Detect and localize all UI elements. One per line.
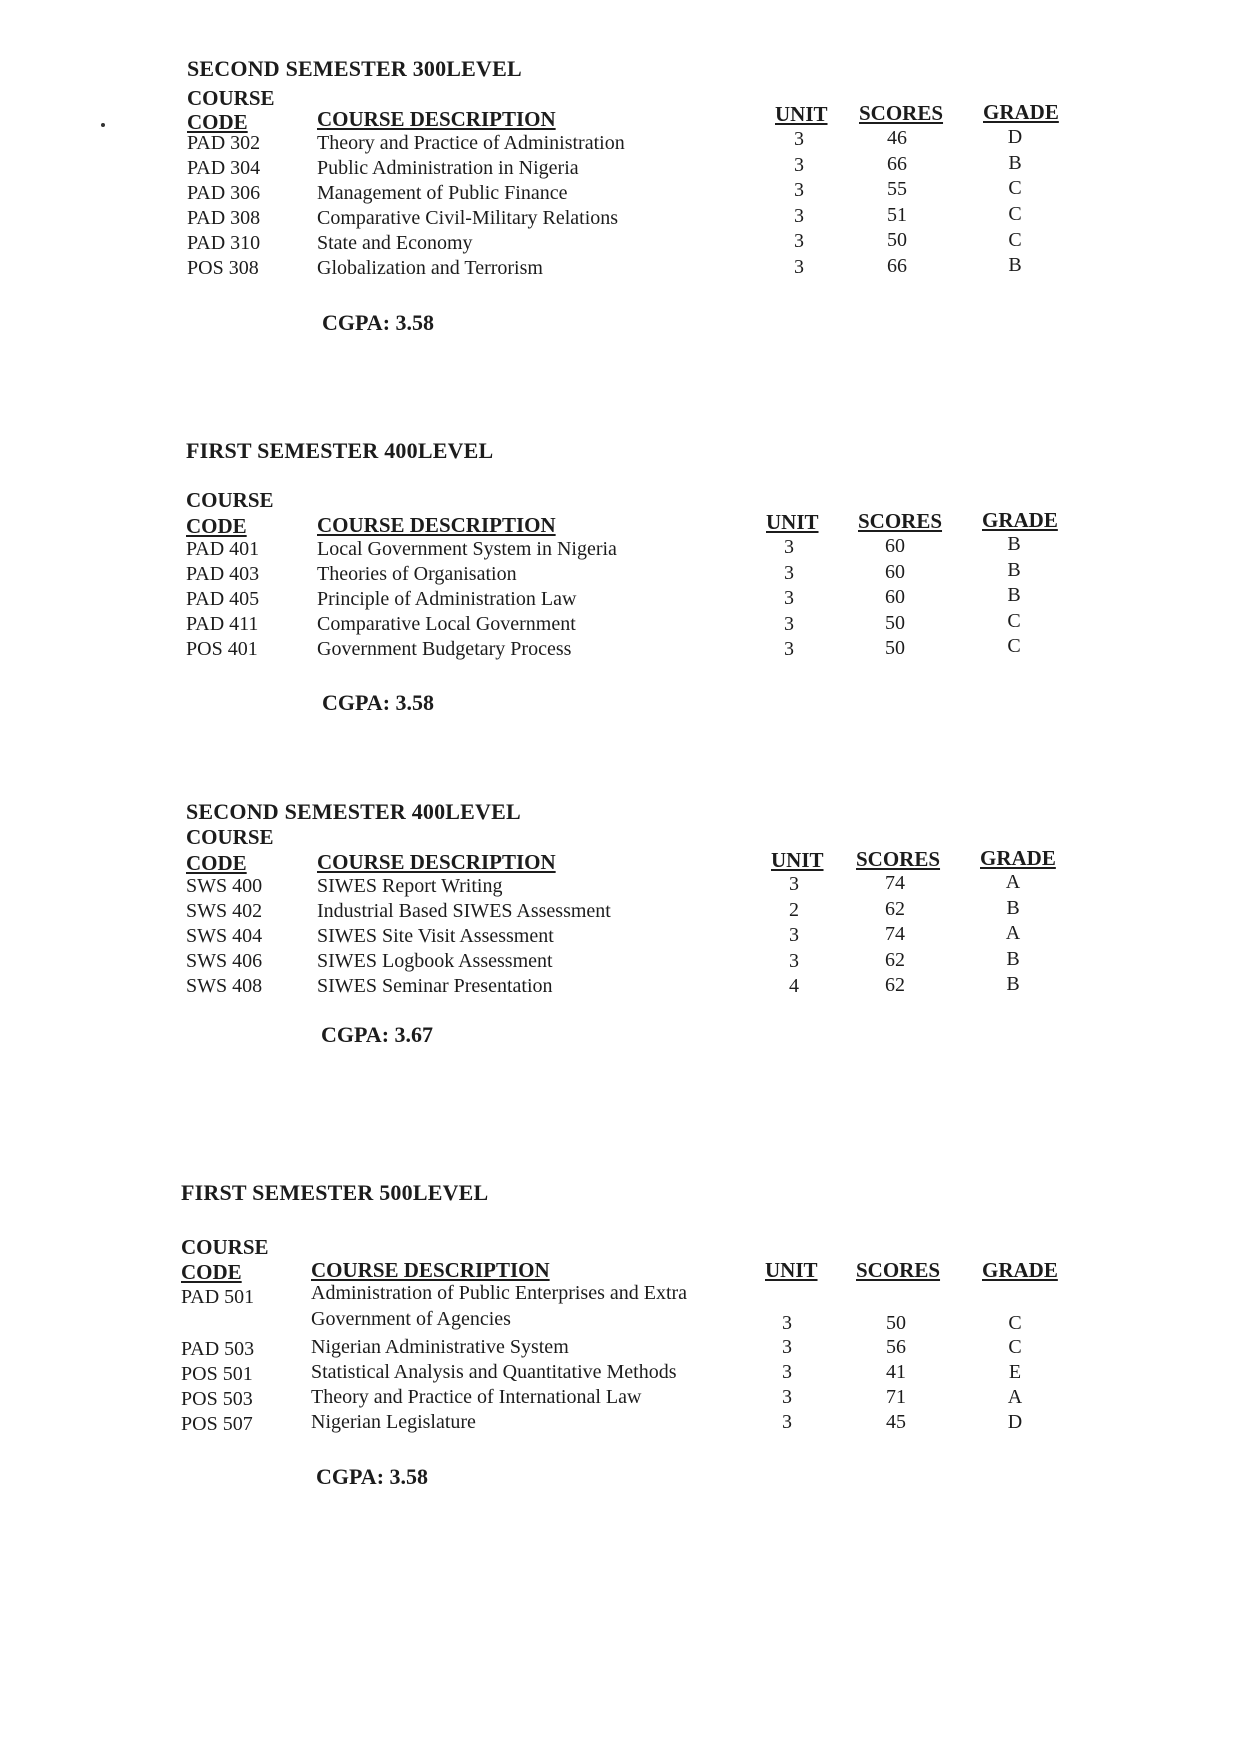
course-unit: 3: [789, 873, 799, 895]
course-description: State and Economy: [317, 232, 473, 254]
course-score: 51: [887, 204, 907, 226]
course-description: Administration of Public Enterprises and Extra: [311, 1282, 688, 1304]
course-unit: 3: [782, 1312, 792, 1334]
course-score: 62: [885, 898, 905, 920]
unit-header: UNIT: [765, 1258, 818, 1282]
course-description: Theory and Practice of Administration: [317, 132, 625, 154]
course-code: PAD 306: [187, 182, 261, 204]
course-score: 41: [886, 1361, 906, 1383]
course-grade: B: [1007, 559, 1021, 581]
course-description: Government Budgetary Process: [317, 638, 572, 660]
course-grade: B: [1006, 897, 1020, 919]
course-description: Local Government System in Nigeria: [317, 538, 617, 560]
course-description: Industrial Based SIWES Assessment: [317, 900, 611, 922]
cgpa-value: CGPA: 3.67: [321, 1022, 434, 1047]
course-score: 46: [887, 127, 907, 149]
course-score: 50: [885, 637, 905, 659]
grade-header: GRADE: [983, 100, 1059, 124]
course-code: POS 308: [187, 257, 259, 279]
unit-header: UNIT: [775, 102, 828, 126]
course-row: [187, 152, 1087, 182]
course-score: 74: [885, 923, 905, 945]
course-score: 66: [887, 153, 907, 175]
course-row: [181, 1413, 1081, 1438]
course-grade: B: [1008, 254, 1022, 276]
course-score: 62: [885, 949, 905, 971]
course-unit: 3: [789, 924, 799, 946]
course-unit: 3: [784, 638, 794, 660]
course-grade: B: [1007, 584, 1021, 606]
cgpa-value: CGPA: 3.58: [322, 310, 435, 335]
course-code: PAD 405: [186, 588, 260, 610]
course-description: SIWES Logbook Assessment: [317, 950, 553, 972]
course-score: 60: [885, 535, 905, 557]
course-score: 45: [886, 1411, 906, 1433]
course-grade: B: [1008, 152, 1022, 174]
course-row: [186, 533, 1086, 563]
course-row: [181, 1363, 1081, 1388]
course-unit: 3: [782, 1361, 792, 1383]
course-score: 66: [887, 255, 907, 277]
course-unit: 3: [782, 1336, 792, 1358]
course-description: SIWES Site Visit Assessment: [317, 925, 554, 947]
course-unit: 3: [784, 562, 794, 584]
course-unit: 3: [794, 230, 804, 252]
course-code: SWS 404: [186, 925, 263, 947]
course-row: [187, 126, 1087, 157]
scores-header: SCORES: [858, 509, 943, 533]
course-row: [186, 584, 1086, 613]
course-row: [187, 203, 1087, 232]
description-header: COURSE DESCRIPTION: [317, 513, 556, 537]
course-code: SWS 406: [186, 950, 263, 972]
course-unit: 4: [789, 975, 799, 997]
course-row: [186, 897, 1086, 925]
course-unit: 3: [784, 587, 794, 609]
code-header: CODE: [186, 514, 247, 538]
code-header: CODE: [181, 1260, 242, 1284]
course-unit: 3: [782, 1386, 792, 1408]
course-score: 56: [886, 1336, 906, 1358]
semester-title: SECOND SEMESTER 300LEVEL: [187, 56, 522, 81]
course-unit: 3: [794, 128, 804, 150]
course-row: [186, 975, 1086, 1000]
course-row: [181, 1338, 1081, 1363]
course-code: SWS 402: [186, 900, 263, 922]
course-row: [187, 254, 1087, 282]
course-description: Theories of Organisation: [317, 563, 517, 585]
course-row: [186, 922, 1086, 950]
course-row: [186, 871, 1086, 900]
course-row: [186, 950, 1086, 975]
course-unit: 3: [782, 1411, 792, 1433]
course-code: PAD 411: [186, 613, 259, 635]
course-score: 50: [885, 612, 905, 634]
course-score: 60: [885, 586, 905, 608]
unit-header: UNIT: [771, 848, 824, 872]
course-header: COURSE: [186, 825, 274, 849]
course-row: [186, 635, 1086, 663]
course-header: COURSE: [187, 86, 275, 110]
description-header: COURSE DESCRIPTION: [317, 850, 556, 874]
course-row: [181, 1282, 1081, 1336]
semester-title: FIRST SEMESTER 500LEVEL: [181, 1180, 489, 1205]
course-grade: A: [1005, 922, 1021, 944]
course-row: [187, 229, 1087, 257]
course-code: SWS 400: [186, 875, 263, 897]
course-row: [187, 177, 1087, 207]
code-header: CODE: [186, 851, 247, 875]
course-description-continued: Government of Agencies: [311, 1308, 511, 1330]
course-unit: 3: [789, 950, 799, 972]
course-description: Globalization and Terrorism: [317, 257, 543, 279]
cgpa-value: CGPA: 3.58: [322, 690, 435, 715]
course-score: 55: [887, 178, 907, 200]
course-grade: B: [1007, 533, 1021, 555]
course-description: Comparative Local Government: [317, 613, 576, 635]
course-score: 50: [886, 1312, 906, 1334]
course-grade: C: [1008, 1312, 1022, 1334]
course-unit: 3: [784, 536, 794, 558]
course-grade: D: [1007, 126, 1023, 148]
course-description: SIWES Seminar Presentation: [317, 975, 553, 997]
course-code: POS 401: [186, 638, 258, 660]
grade-header: GRADE: [982, 508, 1058, 532]
course-unit: 2: [789, 899, 799, 921]
course-score: 62: [885, 974, 905, 996]
scores-header: SCORES: [856, 1258, 941, 1282]
course-grade: C: [1008, 229, 1022, 251]
course-description: Nigerian Administrative System: [311, 1336, 569, 1358]
course-grade: C: [1007, 610, 1021, 632]
course-score: 71: [886, 1386, 906, 1408]
grade-header: GRADE: [982, 1258, 1058, 1282]
course-description: Comparative Civil-Military Relations: [317, 207, 619, 229]
course-grade: D: [1007, 1411, 1023, 1433]
course-code: PAD 302: [187, 132, 261, 154]
course-description: SIWES Report Writing: [317, 875, 503, 897]
course-score: 60: [885, 561, 905, 583]
course-header: COURSE: [186, 488, 274, 512]
semester-title: SECOND SEMESTER 400LEVEL: [186, 799, 521, 824]
semester-title: FIRST SEMESTER 400LEVEL: [186, 438, 494, 463]
course-description: Nigerian Legislature: [311, 1411, 476, 1433]
course-code: POS 507: [181, 1413, 253, 1435]
course-code: SWS 408: [186, 975, 263, 997]
course-grade: B: [1006, 948, 1020, 970]
course-row: [186, 610, 1086, 638]
course-grade: C: [1008, 177, 1022, 199]
course-description: Management of Public Finance: [317, 182, 568, 204]
course-grade: E: [1008, 1361, 1022, 1383]
course-code: PAD 401: [186, 538, 260, 560]
course-header: COURSE: [181, 1235, 269, 1259]
course-code: PAD 310: [187, 232, 261, 254]
course-row: [181, 1388, 1081, 1413]
course-code: PAD 304: [187, 157, 261, 179]
scores-header: SCORES: [859, 101, 944, 125]
course-unit: 3: [784, 613, 794, 635]
course-description: Statistical Analysis and Quantitative Methods: [311, 1361, 677, 1383]
grade-header: GRADE: [980, 846, 1056, 870]
course-code: PAD 501: [181, 1286, 255, 1308]
course-code: PAD 503: [181, 1338, 255, 1360]
course-code: POS 501: [181, 1363, 253, 1385]
course-unit: 3: [794, 154, 804, 176]
course-grade: C: [1008, 1336, 1022, 1358]
course-grade: A: [1005, 871, 1021, 893]
course-unit: 3: [794, 179, 804, 201]
course-description: Principle of Administration Law: [317, 588, 577, 610]
course-description: Theory and Practice of International Law: [311, 1386, 642, 1408]
course-description: Public Administration in Nigeria: [317, 157, 579, 179]
course-grade: C: [1008, 203, 1022, 225]
course-code: PAD 308: [187, 207, 261, 229]
course-score: 74: [885, 872, 905, 894]
course-grade: A: [1007, 1386, 1023, 1408]
code-header: CODE: [187, 110, 248, 134]
course-unit: 3: [794, 256, 804, 278]
course-unit: 3: [794, 205, 804, 227]
cgpa-value: CGPA: 3.58: [316, 1464, 429, 1489]
course-grade: C: [1007, 635, 1021, 657]
speck-mark: [101, 123, 105, 127]
course-code: POS 503: [181, 1388, 253, 1410]
description-header: COURSE DESCRIPTION: [317, 107, 556, 131]
description-header: COURSE DESCRIPTION: [311, 1258, 550, 1282]
course-score: 50: [887, 229, 907, 251]
course-row: [186, 559, 1086, 588]
course-grade: B: [1006, 973, 1020, 995]
unit-header: UNIT: [766, 510, 819, 534]
course-code: PAD 403: [186, 563, 260, 585]
scores-header: SCORES: [856, 847, 941, 871]
